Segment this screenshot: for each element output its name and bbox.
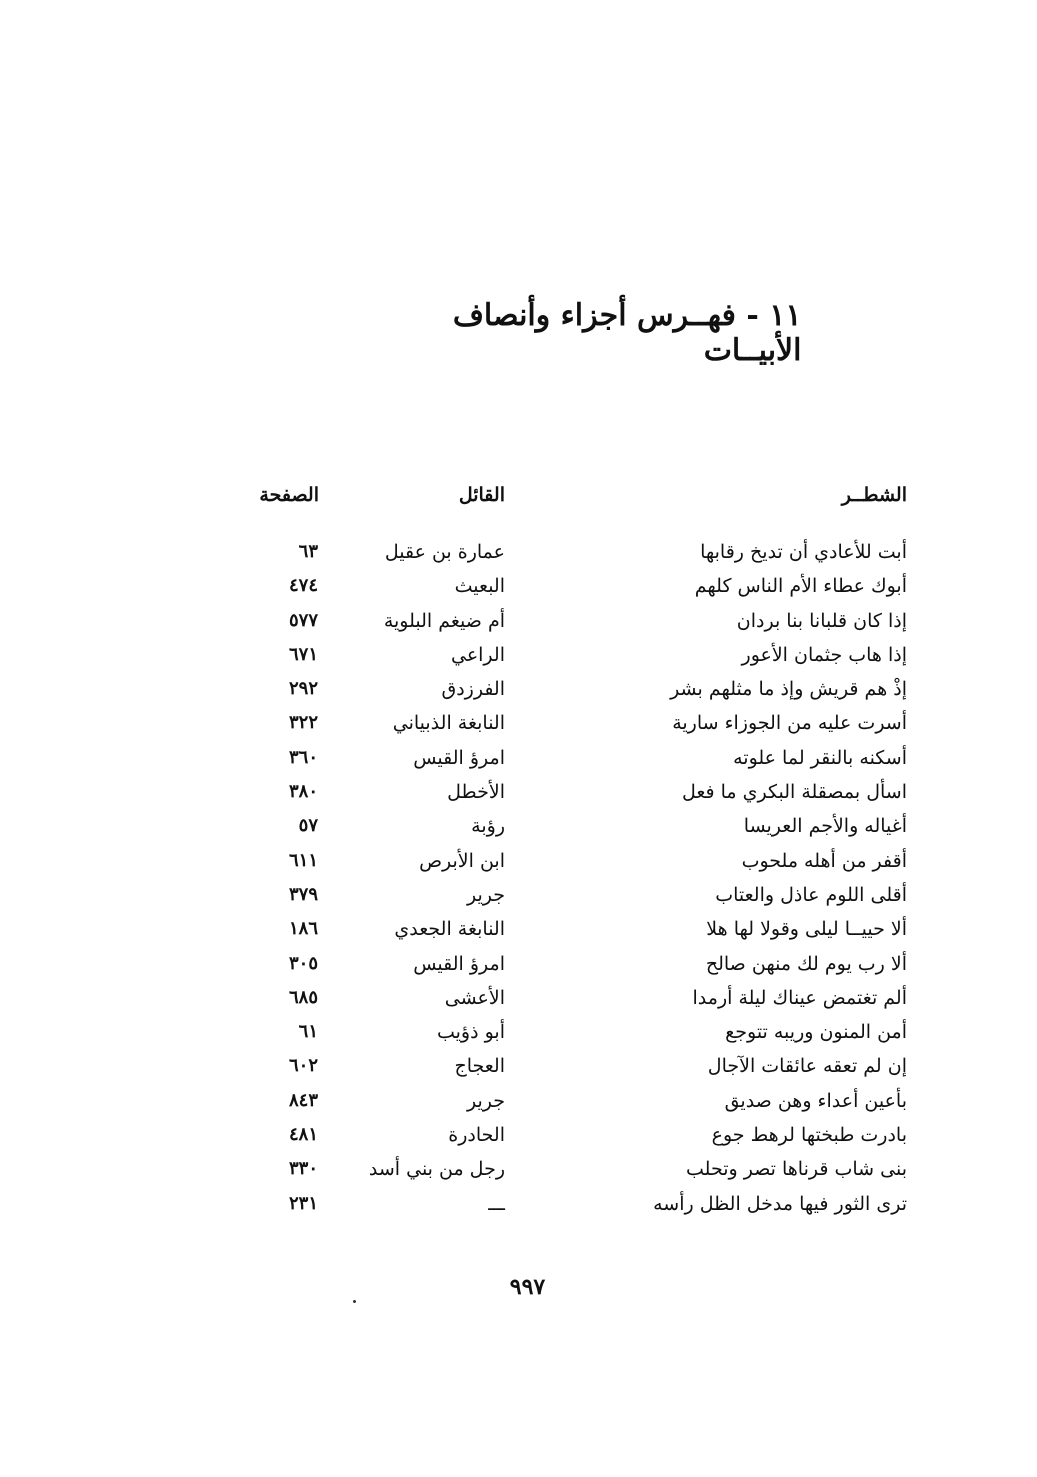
page-cell: ٦١١ — [288, 849, 318, 871]
page-cell: ١٨٦ — [288, 918, 318, 940]
verse-cell: أبت للأعادي أن تديخ رقابها — [700, 541, 907, 563]
verse-cell: بادرت طبختها لرهط جوع — [711, 1124, 907, 1147]
table-row — [0, 813, 1037, 847]
page-cell: ٦٨٥ — [288, 986, 318, 1008]
poet-cell: النابغة الجعدي — [394, 918, 505, 941]
page-cell: ٦١ — [298, 1021, 318, 1043]
verse-cell: أغياله والأجم العريسا — [743, 815, 907, 838]
poet-cell: ـــ — [488, 1192, 505, 1215]
verse-cell: إن لم تعقه عائقات الآجال — [707, 1055, 907, 1078]
poet-cell: ابن الأبرص — [419, 849, 505, 872]
table-row — [0, 1088, 1037, 1122]
table-row — [0, 1156, 1037, 1190]
verse-cell: أسرت عليه من الجوزاء سارية — [672, 712, 907, 735]
poet-cell: عمارة بن عقيل — [384, 541, 505, 563]
poet-cell: أم ضيغم البلوية — [383, 609, 505, 632]
page-cell: ٦٣ — [298, 541, 318, 562]
table-row — [0, 676, 1037, 710]
poet-cell: أبو ذؤيب — [436, 1021, 505, 1044]
poet-cell: الأعشى — [444, 986, 505, 1009]
table-row — [0, 1191, 1037, 1225]
table-row — [0, 539, 1037, 573]
header-verse: الشطــر — [841, 484, 907, 506]
scan-speck — [353, 1300, 356, 1303]
table-row — [0, 642, 1037, 676]
page-cell: ٣٦٠ — [288, 746, 318, 768]
verse-cell: إذا كان قلبانا بنا بردان — [736, 609, 907, 632]
poet-cell: الراعي — [450, 643, 505, 666]
table-row — [0, 608, 1037, 642]
verse-cell: اسأل بمصقلة البكري ما فعل — [681, 781, 907, 804]
page-cell: ٣٧٩ — [288, 883, 318, 905]
poet-cell: الفرزدق — [441, 678, 505, 701]
page-cell: ٤٧٤ — [288, 575, 318, 597]
poet-cell: البعيث — [454, 575, 505, 598]
page-number: ٩٩٧ — [509, 1274, 546, 1300]
verse-cell: أمن المنون وريبه تتوجع — [725, 1021, 907, 1044]
verse-cell: بأعين أعداء وهن صديق — [724, 1089, 907, 1112]
table-row — [0, 848, 1037, 882]
verse-cell: ألم تغتمض عيناك ليلة أرمدا — [692, 986, 907, 1009]
poet-cell: النابغة الذبياني — [392, 712, 505, 735]
table-row — [0, 779, 1037, 813]
table-row — [0, 882, 1037, 916]
page-cell: ٣٣٠ — [288, 1158, 318, 1180]
table-row — [0, 985, 1037, 1019]
verse-cell: أبوك عطاء الأم الناس كلهم — [694, 575, 907, 598]
index-title-text: ١١ - فهــرس أجزاء وأنصاف الأبيــات — [452, 298, 802, 368]
verse-cell: إذْ هم قريش وإذ ما مثلهم بشر — [670, 678, 907, 701]
index-table — [0, 539, 1037, 1225]
page-cell: ٨٤٣ — [288, 1089, 318, 1111]
page-cell: ٣٢٢ — [288, 712, 318, 734]
header-poet: القائل — [458, 484, 505, 506]
table-row — [0, 951, 1037, 985]
verse-cell: أسكنه بالنقر لما علوته — [733, 746, 907, 769]
page-cell: ٥٧ — [298, 815, 318, 837]
poet-cell: جرير — [467, 883, 505, 906]
verse-cell: ألا رب يوم لك منهن صالح — [705, 952, 907, 975]
poet-cell: الحادرة — [448, 1124, 505, 1147]
verse-cell: بنى شاب قرناها تصر وتحلب — [686, 1158, 907, 1181]
poet-cell: امرؤ القيس — [413, 746, 505, 769]
page-cell: ٣٠٥ — [288, 952, 318, 974]
poet-cell: رؤبة — [471, 815, 505, 838]
poet-cell: العجاج — [454, 1055, 505, 1078]
page-cell: ٦٠٢ — [288, 1055, 318, 1077]
page-cell: ٦٧١ — [288, 643, 318, 665]
table-row — [0, 745, 1037, 779]
poet-cell: الأخطل — [447, 781, 505, 804]
header-page: الصفحة — [259, 484, 319, 506]
page-cell: ٣٨٠ — [288, 781, 318, 803]
poet-cell: جرير — [467, 1089, 505, 1112]
poet-cell: رجل من بني أسد — [368, 1158, 505, 1181]
table-row — [0, 710, 1037, 744]
table-row — [0, 1122, 1037, 1156]
poet-cell: امرؤ القيس — [413, 952, 505, 975]
page-cell: ٥٧٧ — [288, 609, 318, 631]
index-title — [0, 298, 1037, 368]
page-cell: ٤٨١ — [288, 1124, 318, 1146]
verse-cell: ترى الثور فيها مدخل الظل رأسه — [653, 1192, 907, 1215]
table-row — [0, 916, 1037, 950]
verse-cell: ألا حييــا ليلى وقولا لها هلا — [706, 918, 907, 941]
page-cell: ٢٣١ — [288, 1192, 318, 1214]
page-cell: ٢٩٢ — [288, 678, 318, 700]
table-row — [0, 1019, 1037, 1053]
table-row — [0, 1053, 1037, 1087]
verse-cell: أقفر من أهله ملحوب — [741, 849, 907, 872]
verse-cell: أقلى اللوم عاذل والعتاب — [715, 883, 907, 906]
table-row — [0, 573, 1037, 607]
verse-cell: إذا هاب جثمان الأعور — [741, 643, 907, 666]
